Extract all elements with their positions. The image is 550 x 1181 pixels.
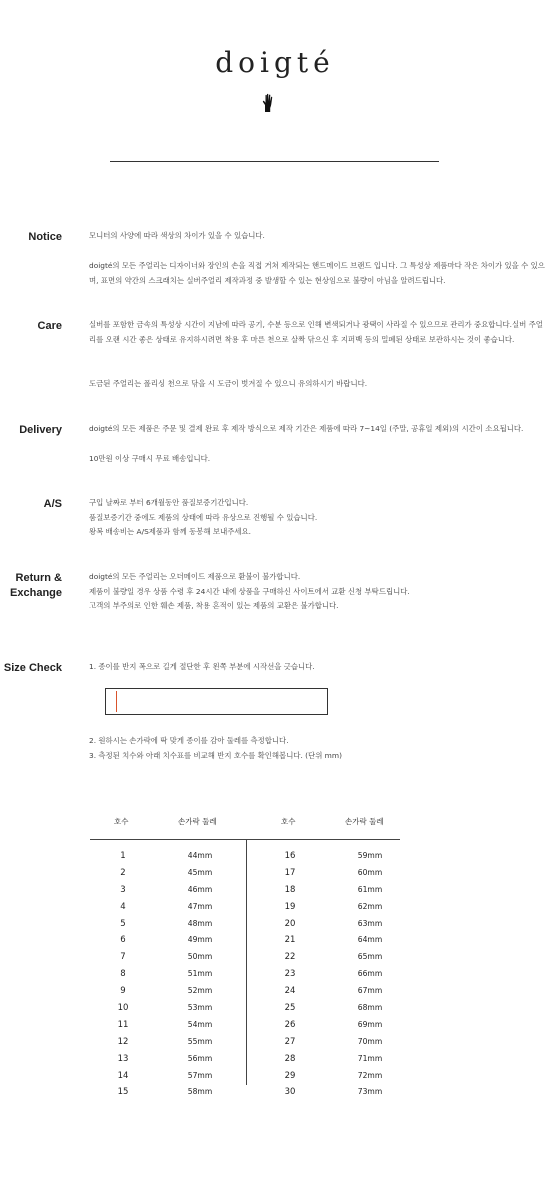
start-line-mark bbox=[116, 691, 117, 712]
section-title-delivery: Delivery bbox=[19, 424, 62, 436]
as-line: 품질보증기간 중에도 제품의 상태에 따라 유상으로 진행될 수 있습니다. bbox=[89, 512, 318, 522]
circumference-column-right bbox=[350, 848, 390, 1101]
divider bbox=[110, 161, 439, 162]
return-line: 고객의 부주의로 인한 훼손 제품, 착용 흔적이 있는 제품의 교환은 불가합니다. bbox=[89, 601, 339, 610]
table-cell: 5 bbox=[120, 918, 126, 929]
table-cell: 55mm bbox=[187, 1036, 213, 1046]
brand-logo: doigté bbox=[215, 46, 335, 79]
table-header-size: 호수 bbox=[281, 817, 296, 826]
table-cell: 68mm bbox=[357, 1003, 383, 1013]
table-cell: 64mm bbox=[357, 935, 383, 945]
table-cell: 20 bbox=[284, 918, 296, 929]
table-cell: 65mm bbox=[357, 952, 383, 962]
notice-text-2: doigté의 모든 주얼리는 디자이너와 장인의 손을 직접 거쳐 제작되는 핸드메이드 브랜드 입니다. 그 특성상 제품마다 작은 차이가 있을 수 있으며, 표면의 약간의 스크래치는 실버주얼리 제작과정 중 발생할 수 있는 현상임으로 불량이 아님을 알려드립니다. bbox=[89, 261, 545, 285]
size-step-2: 2. 원하시는 손가락에 딱 맞게 종이를 감아 둘레를 측정합니다. bbox=[89, 736, 289, 745]
table-cell: 62mm bbox=[357, 901, 383, 911]
table-cell: 71mm bbox=[357, 1053, 383, 1063]
table-cell: 25 bbox=[284, 1003, 296, 1014]
table-cell: 29 bbox=[284, 1070, 296, 1081]
table-cell: 45mm bbox=[187, 867, 213, 877]
table-cell: 30 bbox=[284, 1087, 296, 1098]
table-cell: 46mm bbox=[187, 884, 213, 894]
table-cell: 24 bbox=[284, 986, 296, 997]
table-cell: 52mm bbox=[187, 986, 213, 996]
table-header-circumference: 손가락 둘레 bbox=[178, 817, 217, 826]
table-cell: 63mm bbox=[357, 918, 383, 928]
table-cell: 59mm bbox=[357, 851, 383, 860]
table-cell: 61mm bbox=[357, 884, 383, 894]
as-line: 왕복 배송비는 A/S제품과 함께 동봉해 보내주세요. bbox=[89, 527, 251, 536]
paper-strip-illustration bbox=[105, 688, 328, 715]
table-cell: 51mm bbox=[187, 969, 213, 979]
table-cell: 28 bbox=[284, 1053, 296, 1064]
table-cell: 58mm bbox=[187, 1087, 213, 1097]
table-cell: 9 bbox=[120, 986, 126, 997]
table-cell: 50mm bbox=[187, 952, 213, 962]
care-text-2: 도금된 주얼리는 폴리싱 천으로 닦을 시 도금이 벗겨질 수 있으니 유의하시기 바랍니다. bbox=[89, 379, 368, 388]
table-cell: 66mm bbox=[357, 969, 383, 979]
return-text bbox=[89, 570, 545, 614]
circumference-column-left bbox=[180, 848, 220, 1101]
table-cell: 13 bbox=[117, 1053, 129, 1064]
table-cell: 44mm bbox=[187, 851, 213, 860]
section-title-size-check: Size Check bbox=[3, 662, 62, 674]
table-cell: 8 bbox=[120, 969, 126, 980]
table-cell: 57mm bbox=[187, 1070, 213, 1080]
table-cell: 49mm bbox=[187, 935, 213, 945]
table-cell: 54mm bbox=[187, 1019, 213, 1029]
delivery-text-1: doigté의 모든 제품은 주문 및 결제 완료 후 제작 방식으로 제작 기간은 제품에 따라 7~14일 (주말, 공휴일 제외)의 시간이 소요됩니다. bbox=[89, 424, 524, 433]
table-header-size: 호수 bbox=[114, 817, 129, 826]
table-cell: 16 bbox=[284, 851, 296, 861]
table-cell: 22 bbox=[284, 952, 296, 963]
size-column-left bbox=[103, 848, 143, 1101]
return-title-line: Exchange bbox=[10, 587, 62, 599]
table-cell: 53mm bbox=[187, 1003, 213, 1013]
table-cell: 10 bbox=[117, 1003, 129, 1014]
table-cell: 73mm bbox=[357, 1087, 383, 1097]
return-line: 제품이 불량일 경우 상품 수령 후 24시간 내에 상품을 구매하신 사이트에서 교환 신청 부탁드립니다. bbox=[89, 586, 410, 596]
table-column-divider bbox=[246, 840, 247, 1085]
table-cell: 70mm bbox=[357, 1036, 383, 1046]
table-cell: 72mm bbox=[357, 1070, 383, 1080]
table-cell: 69mm bbox=[357, 1019, 383, 1029]
table-cell: 56mm bbox=[187, 1053, 213, 1063]
table-cell: 4 bbox=[120, 901, 126, 912]
size-steps-2-3 bbox=[89, 734, 545, 763]
care-text-1: 실버를 포함한 금속의 특성상 시간이 지남에 따라 공기, 수분 등으로 인해 변색되거나 광택이 사라질 수 있으므로 관리가 중요합니다.실버 주얼리를 오랜 시간 좋은 상태로 유지하시려면 착용 후 마른 천으로 살짝 닦으신 후 지퍼백 등의 밀폐된 상태로 보관하시는 것이 좋습니다. bbox=[89, 320, 543, 344]
as-text bbox=[89, 496, 545, 540]
table-cell: 6 bbox=[120, 935, 126, 946]
table-cell: 11 bbox=[117, 1019, 129, 1030]
table-header-circumference: 손가락 둘레 bbox=[345, 817, 384, 826]
table-cell: 1 bbox=[120, 851, 126, 861]
table-cell: 21 bbox=[284, 935, 296, 946]
section-title-as: A/S bbox=[43, 498, 62, 510]
table-cell: 18 bbox=[284, 884, 296, 895]
size-step-1: 1. 종이를 반지 폭으로 길게 절단한 후 왼쪽 부분에 시작선을 긋습니다. bbox=[89, 662, 315, 671]
table-cell: 7 bbox=[120, 952, 126, 963]
return-line: doigté의 모든 주얼리는 오더메이드 제품으로 환불이 불가합니다. bbox=[89, 572, 301, 581]
section-title-notice: Notice bbox=[28, 231, 62, 243]
table-cell: 26 bbox=[284, 1019, 296, 1030]
table-cell: 27 bbox=[284, 1036, 296, 1047]
section-title-return bbox=[0, 571, 62, 601]
table-cell: 48mm bbox=[187, 918, 213, 928]
table-cell: 67mm bbox=[357, 986, 383, 996]
size-step-3: 3. 측정된 치수와 아래 치수표를 비교해 반지 호수를 확인해봅니다. (단위 mm) bbox=[89, 750, 342, 760]
table-cell: 3 bbox=[120, 884, 126, 895]
size-column-right bbox=[270, 848, 310, 1101]
table-cell: 60mm bbox=[357, 867, 383, 877]
table-cell: 2 bbox=[120, 867, 126, 878]
table-cell: 12 bbox=[117, 1036, 129, 1047]
table-header-rule bbox=[90, 839, 400, 840]
table-cell: 17 bbox=[284, 867, 296, 878]
delivery-text-2: 10만원 이상 구매시 무료 배송입니다. bbox=[89, 454, 211, 463]
table-cell: 14 bbox=[117, 1070, 129, 1081]
table-cell: 19 bbox=[284, 901, 296, 912]
notice-text-1: 모니터의 사양에 따라 색상의 차이가 있을 수 있습니다. bbox=[89, 231, 265, 240]
section-title-care: Care bbox=[37, 320, 62, 332]
return-title-line: Return & bbox=[15, 572, 62, 584]
table-cell: 23 bbox=[284, 969, 296, 980]
as-line: 구입 날짜로 부터 6개월동안 품질보증기간입니다. bbox=[89, 498, 249, 507]
table-cell: 15 bbox=[117, 1087, 129, 1098]
hand-icon bbox=[261, 93, 275, 113]
table-cell: 47mm bbox=[187, 901, 213, 911]
